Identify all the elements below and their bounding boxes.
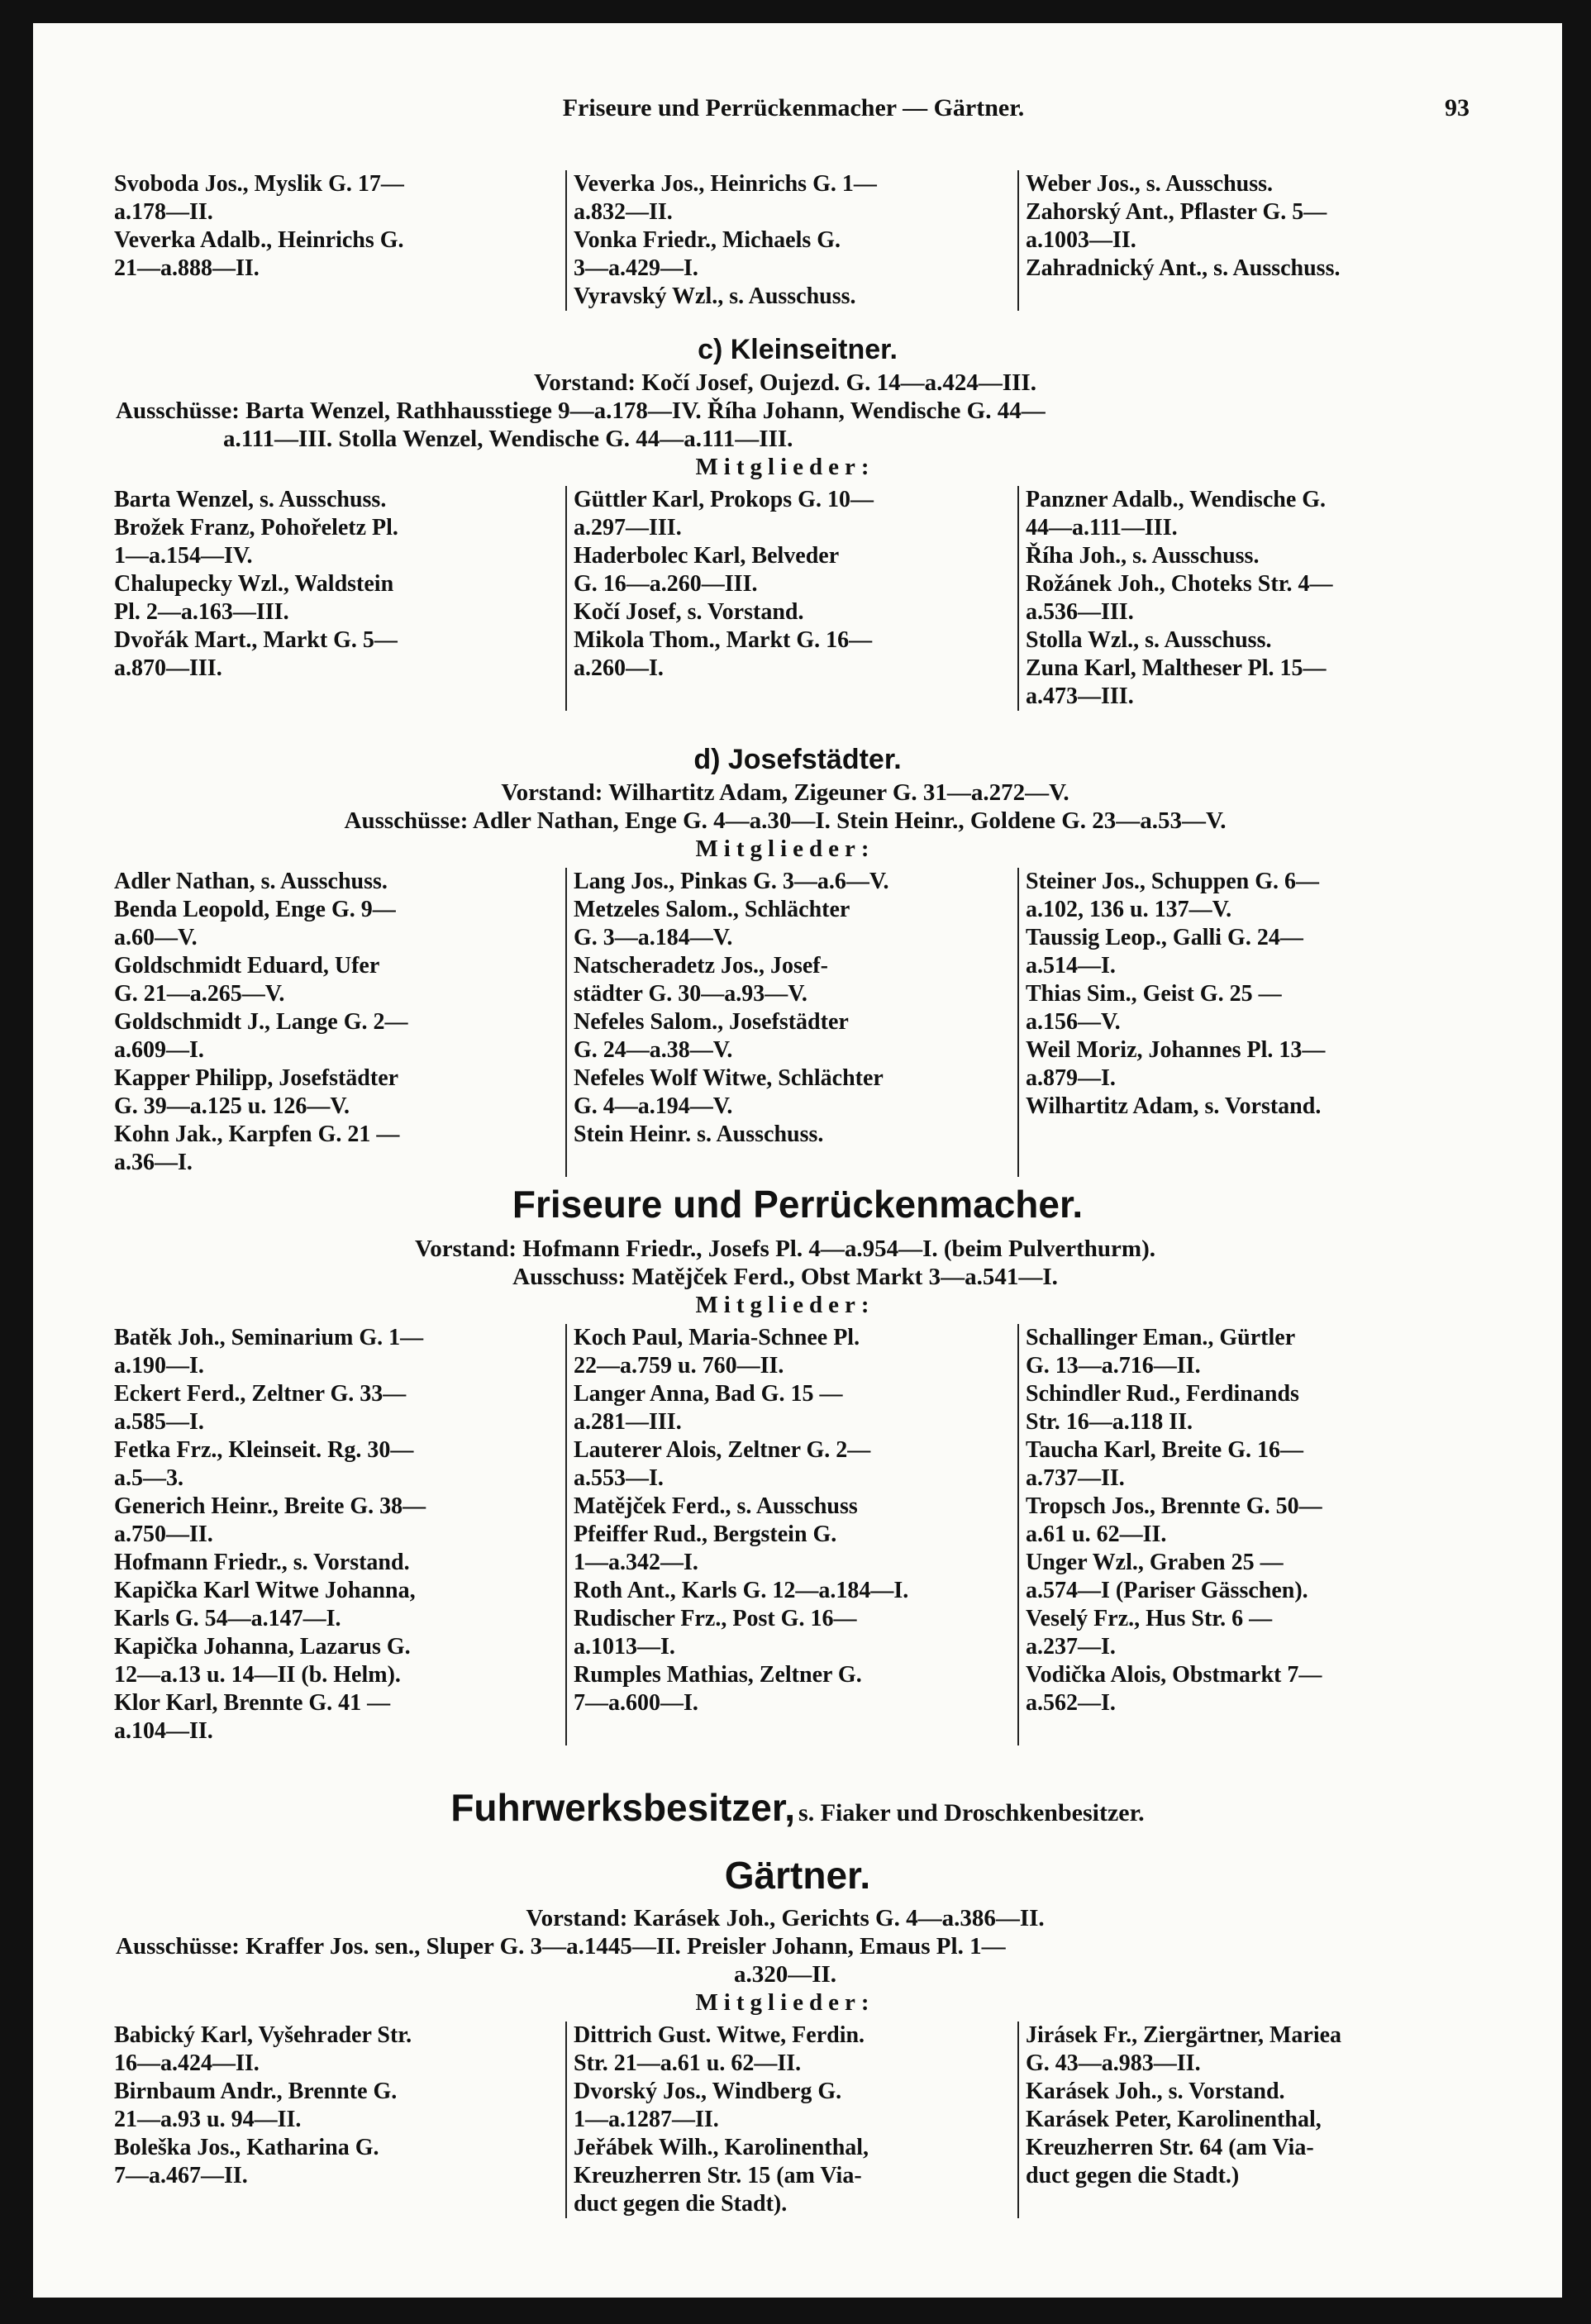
top-column-2: Veverka Jos., Heinrichs G. 1— a.832—II. Vonka Friedr., Michaels G. 3—a.429—I. Vyravský Wzl., s. Ausschuss. (565, 170, 1007, 311)
page-number: 93 (1445, 94, 1470, 121)
kleinseitner-vorstand: Vorstand: Kočí Josef, Oujezd. G. 14—a.424—III. (534, 369, 1036, 396)
friseure-vorstand: Vorstand: Hofmann Friedr., Josefs Pl. 4—a.954—I. (beim Pulverthurm). (414, 1236, 1155, 1262)
friseure-column-1: Batěk Joh., Seminarium G. 1— a.190—I. Eckert Ferd., Zeltner G. 33— a.585—I. Fetka Frz., Kleinseit. Rg. 30— a.5—3. Generich Heinr., Breite G. 38— a.750—II. Hofmann Friedr., s. Vorstand. Kapička Karl Witwe Johanna, Karls G. 54—a.147—I. Kapička Johanna, Lazarus G. 12—a.13 u. 14—II (b. Helm). Klor Karl, Brennte G. 41 — a.104—II. (114, 1325, 426, 1744)
gaertner-vorstand: Vorstand: Karásek Joh., Gerichts G. 4—a.386—II. (526, 1905, 1045, 1931)
kleinseitner-column-1: Barta Wenzel, s. Ausschuss. Brožek Franz, Pohořeletz Pl. 1—a.154—IV. Chalupecky Wzl., Waldstein Pl. 2—a.163—III. Dvořák Mart., Markt G. 5— a.870—III. (114, 487, 398, 681)
friseure-mitglieder-heading: Mitglieder: (695, 1292, 875, 1318)
josefstaedter-vorstand: Vorstand: Wilhartitz Adam, Zigeuner G. 31—a.272—V. (501, 779, 1069, 806)
gaertner-mitglieder-heading: Mitglieder: (695, 1989, 875, 2016)
friseure-ausschuss: Ausschuss: Matějček Ferd., Obst Markt 3—a.541—I. (512, 1264, 1058, 1290)
gaertner-member-columns (114, 2022, 1458, 2218)
gaertner-column-3: Jirásek Fr., Ziergärtner, Mariea G. 43—a.983—II. Karásek Joh., s. Vorstand. Karásek Peter, Karolinenthal, Kreuzherren Str. 64 (am Via- duct gegen die Stadt.) (1017, 2022, 1458, 2218)
top-column-1: Svoboda Jos., Myslik G. 17— a.178—II. Veverka Adalb., Heinrichs G. 21—a.888—II. (114, 171, 404, 281)
top-continuation-columns (114, 170, 1458, 311)
kleinseitner-ausschuesse-line-1: Ausschüsse: Barta Wenzel, Rathhausstiege 9—a.178—IV. Říha Johann, Wendische G. 44— (116, 398, 1046, 424)
running-head (132, 94, 1470, 122)
page (33, 23, 1562, 2298)
josefstaedter-column-3: Steiner Jos., Schuppen G. 6— a.102, 136 u. 137—V. Taussig Leop., Galli G. 24— a.514—I. Thias Sim., Geist G. 25 — a.156—V. Weil Moriz, Johannes Pl. 13— a.879—I. Wilhartitz Adam, s. Vorstand. (1017, 868, 1458, 1177)
gaertner-column-2: Dittrich Gust. Witwe, Ferdin. Str. 21—a.61 u. 62—II. Dvorský Jos., Windberg G. 1—a.1287—II. Jeřábek Wilh., Karolinenthal, Kreuzherren Str. 15 (am Via- duct gegen die Stadt). (565, 2022, 1007, 2218)
kleinseitner-mitglieder-heading: Mitglieder: (695, 454, 875, 480)
josefstaedter-ausschuesse: Ausschüsse: Adler Nathan, Enge G. 4—a.30—I. Stein Heinr., Goldene G. 23—a.53—V. (344, 807, 1227, 834)
josefstaedter-member-columns (114, 868, 1458, 1177)
friseure-column-2: Koch Paul, Maria-Schnee Pl. 22—a.759 u. 760—II. Langer Anna, Bad G. 15 — a.281—III. Lauterer Alois, Zeltner G. 2— a.553—I. Matějček Ferd., s. Ausschuss Pfeiffer Rud., Bergstein G. 1—a.342—I. Roth Ant., Karls G. 12—a.184—I. Rudischer Frz., Post G. 16— a.1013—I. Rumples Mathias, Zeltner G. 7—a.600—I. (565, 1324, 1007, 1745)
gaertner-column-1: Babický Karl, Vyšehrader Str. 16—a.424—II. Birnbaum Andr., Brennte G. 21—a.93 u. 94—II. Boleška Jos., Katharina G. 7—a.467—II. (114, 2022, 412, 2188)
josefstaedter-mitglieder-heading: Mitglieder: (695, 836, 875, 862)
section-friseure-title: Friseure und Perrückenmacher. (512, 1183, 1084, 1226)
josefstaedter-column-1: Adler Nathan, s. Ausschuss. Benda Leopold, Enge G. 9— a.60—V. Goldschmidt Eduard, Ufer G. 21—a.265—V. Goldschmidt J., Lange G. 2— a.609—I. Kapper Philipp, Josefstädter G. 39—a.125 u. 126—V. Kohn Jak., Karpfen G. 21 — a.36—I. (114, 869, 408, 1175)
kleinseitner-ausschuesse-line-2: a.111—III. Stolla Wenzel, Wendische G. 44—a.111—III. (223, 426, 793, 452)
josefstaedter-column-2: Lang Jos., Pinkas G. 3—a.6—V. Metzeles Salom., Schlächter G. 3—a.184—V. Natscheradetz Jos., Josef- städter G. 30—a.93—V. Nefeles Salom., Josefstädter G. 24—a.38—V. Nefeles Wolf Witwe, Schlächter G. 4—a.194—V. Stein Heinr. s. Ausschuss. (565, 868, 1007, 1177)
gaertner-ausschuesse-line-2: a.320—II. (733, 1961, 837, 1988)
kleinseitner-member-columns (114, 486, 1458, 711)
fuhrwerksbesitzer-entry (33, 1785, 1562, 1830)
fuhrwerksbesitzer-reference: s. Fiaker und Droschkenbesitzer. (798, 1799, 1145, 1826)
fuhrwerksbesitzer-title: Fuhrwerksbesitzer, (450, 1786, 796, 1829)
friseure-member-columns (114, 1324, 1458, 1745)
section-kleinseitner-title: c) Kleinseitner. (698, 334, 898, 365)
friseure-column-3: Schallinger Eman., Gürtler G. 13—a.716—II. Schindler Rud., Ferdinands Str. 16—a.118 II. Taucha Karl, Breite G. 16— a.737—II. Tropsch Jos., Brennte G. 50— a.61 u. 62—II. Unger Wzl., Graben 25 — a.574—I (Pariser Gässchen). Veselý Frz., Hus Str. 6 — a.237—I. Vodička Alois, Obstmarkt 7— a.562—I. (1017, 1324, 1458, 1745)
section-gaertner-title: Gärtner. (724, 1854, 871, 1897)
section-josefstaedter-title: d) Josefstädter. (693, 744, 902, 775)
top-column-3: Weber Jos., s. Ausschuss. Zahorský Ant., Pflaster G. 5— a.1003—II. Zahradnický Ant., s. Ausschuss. (1017, 170, 1458, 311)
gaertner-ausschuesse-line-1: Ausschüsse: Kraffer Jos. sen., Sluper G. 3—a.1445—II. Preisler Johann, Emaus Pl. 1— (116, 1933, 1006, 1960)
running-head-title: Friseure und Perrückenmacher — Gärtner. (562, 94, 1025, 121)
kleinseitner-column-2: Güttler Karl, Prokops G. 10— a.297—III. Haderbolec Karl, Belveder G. 16—a.260—III. Kočí Josef, s. Vorstand. Mikola Thom., Markt G. 16— a.260—I. (565, 486, 1007, 711)
kleinseitner-column-3: Panzner Adalb., Wendische G. 44—a.111—III. Říha Joh., s. Ausschuss. Rožánek Joh., Choteks Str. 4— a.536—III. Stolla Wzl., s. Ausschuss. Zuna Karl, Maltheser Pl. 15— a.473—III. (1017, 486, 1458, 711)
